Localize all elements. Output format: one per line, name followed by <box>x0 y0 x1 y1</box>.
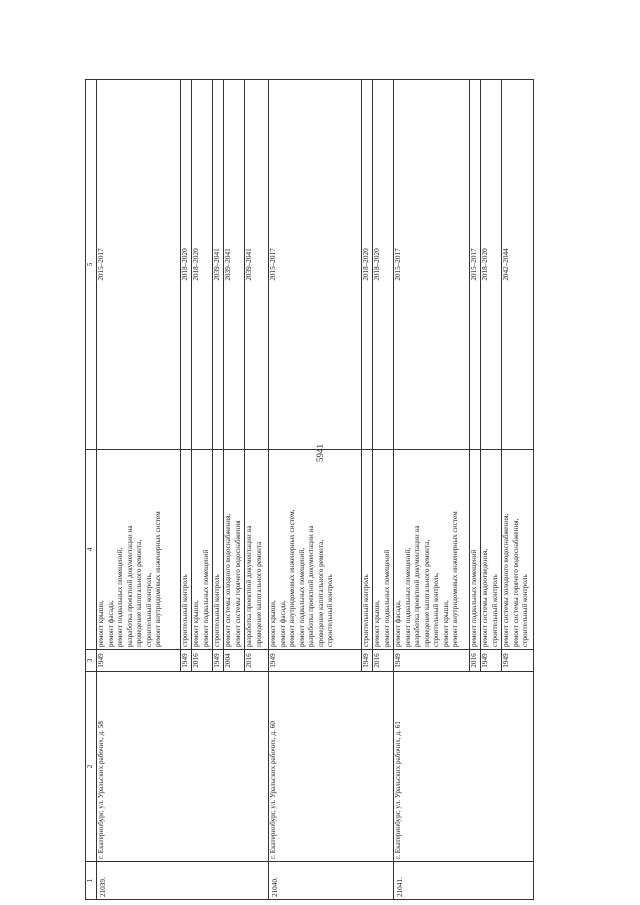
repair-period: 2018–2020 <box>362 80 373 450</box>
repair-works: ремонт фасада, ремонт подвальных помещений, разработка проектной документации на проведение капитального ремонта, строительный контроль, ремонт крыши, ремонт внутридомовых инженерных систем <box>394 450 470 650</box>
repair-period: 2015–2017 <box>394 80 470 450</box>
row-number: 21041. <box>394 862 534 900</box>
repair-works: строительный контроль <box>181 450 192 650</box>
column-header: 2 <box>86 672 97 862</box>
repair-works: ремонт крыши, ремонт подвальных помещений <box>192 450 213 650</box>
year-built: 1949 <box>362 650 373 672</box>
year-built: 1949 <box>213 650 224 672</box>
rotated-page <box>85 80 545 900</box>
repair-period: 2039–2041 <box>213 80 224 450</box>
table-body <box>97 80 534 900</box>
repair-works: ремонт крыши, ремонт подвальных помещений <box>373 450 394 650</box>
row-number: 21040. <box>269 862 394 900</box>
page-number: 5941 <box>315 444 325 462</box>
year-built: 1949 <box>269 650 362 672</box>
column-header: 3 <box>86 650 97 672</box>
year-built: 2016 <box>192 650 213 672</box>
year-built: 1949 <box>481 650 502 672</box>
year-built: 1949 <box>181 650 192 672</box>
repair-works: разработка проектной документации на проведение капитального ремонта <box>245 450 269 650</box>
repair-period: 2018–2020 <box>181 80 192 450</box>
year-built: 2016 <box>245 650 269 672</box>
repair-period: 2018–2020 <box>373 80 394 450</box>
repair-period: 2018–2020 <box>192 80 213 450</box>
header-row <box>86 80 97 900</box>
repair-works: ремонт крыши, ремонт фасада, ремонт подвальных помещений, разработка проектной документации на проведение капитального ремонта, строительный контроль, ремонт внутридомовых инженерных систем <box>97 450 181 650</box>
row-number: 21039. <box>97 862 269 900</box>
building-address: г. Екатеринбург, ул. Уральских рабочих, д. 58 <box>97 672 269 862</box>
repair-schedule-table <box>85 79 534 900</box>
repair-works: ремонт крыши, ремонт фасада, ремонт внутридомовых инженерных систем, ремонт подвальных помещений, разработка проектной документации на проведение капитального ремонта, строительный контроль <box>269 450 362 650</box>
column-header: 1 <box>86 862 97 900</box>
repair-period: 2039–2041 <box>224 80 245 450</box>
column-header: 5 <box>86 80 97 450</box>
repair-period: 2042–2044 <box>502 80 534 450</box>
year-built: 1949 <box>394 650 470 672</box>
year-built: 2016 <box>373 650 394 672</box>
year-built: 2004 <box>224 650 245 672</box>
repair-period: 2018–2020 <box>481 80 502 450</box>
repair-period: 2015–2017 <box>470 80 481 450</box>
repair-period: 2039–2041 <box>245 80 269 450</box>
repair-works: строительный контроль <box>362 450 373 650</box>
building-address: г. Екатеринбург, ул. Уральских рабочих, д. 61 <box>394 672 534 862</box>
building-address: г. Екатеринбург, ул. Уральских рабочих, д. 60 <box>269 672 394 862</box>
year-built: 1949 <box>502 650 534 672</box>
repair-works: ремонт системы холодного водоснабжения, ремонт системы горячего водоснабжения <box>224 450 245 650</box>
repair-works: ремонт системы водоотведения, строительный контроль <box>481 450 502 650</box>
year-built: 2016 <box>470 650 481 672</box>
repair-works: ремонт системы холодного водоснабжения, ремонт системы горячего водоснабжения, строительный контроль <box>502 450 534 650</box>
repair-period: 2015–2017 <box>269 80 362 450</box>
repair-period: 2015–2017 <box>97 80 181 450</box>
table-row <box>394 80 470 900</box>
repair-works: строительный контроль <box>213 450 224 650</box>
year-built: 1949 <box>97 650 181 672</box>
column-header: 4 <box>86 450 97 650</box>
repair-works: ремонт подвальных помещений <box>470 450 481 650</box>
table-row <box>269 80 362 900</box>
table-row <box>97 80 181 900</box>
